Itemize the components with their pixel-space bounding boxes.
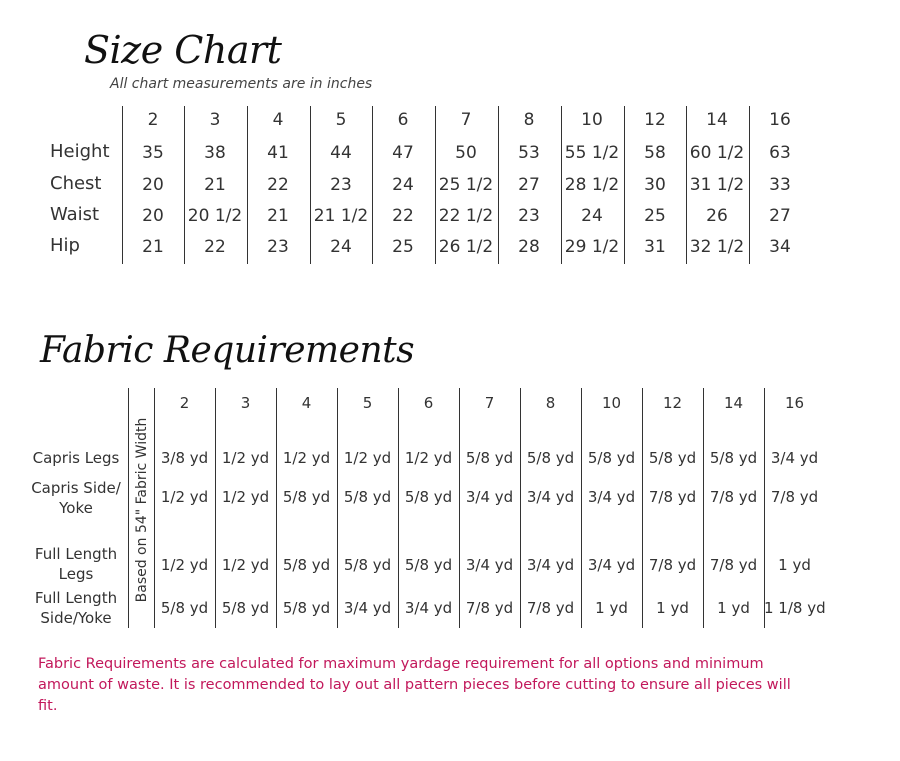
fabric-cell: 1/2 yd	[160, 556, 209, 574]
size-cell: 22 1/2	[438, 206, 494, 226]
size-cell: 22	[267, 175, 289, 195]
size-row-label: Waist	[50, 204, 100, 225]
size-header: 8	[523, 110, 535, 130]
size-cell: 25	[392, 237, 414, 257]
fabric-column-divider	[128, 388, 129, 628]
fabric-cell: 5/8 yd	[709, 449, 758, 467]
fabric-cell: 3/4 yd	[587, 556, 636, 574]
size-cell: 60 1/2	[689, 143, 745, 163]
fabric-column-divider	[154, 388, 155, 628]
fabric-cell: 1/2 yd	[221, 449, 270, 467]
fabric-requirements-title: Fabric Requirements	[40, 330, 415, 371]
size-cell: 38	[204, 143, 226, 163]
fabric-column-divider	[337, 388, 338, 628]
size-cell: 63	[769, 143, 791, 163]
size-cell: 50	[455, 143, 477, 163]
fabric-cell: 1/2 yd	[282, 449, 331, 467]
size-cell: 28	[518, 237, 540, 257]
size-cell: 25	[644, 206, 666, 226]
size-cell: 20	[142, 175, 164, 195]
fabric-cell: 3/8 yd	[160, 449, 209, 467]
size-cell: 27	[518, 175, 540, 195]
size-cell: 20	[142, 206, 164, 226]
size-cell: 23	[518, 206, 540, 226]
fabric-size-header: 10	[601, 394, 622, 412]
fabric-size-header: 14	[723, 394, 744, 412]
size-chart-note: All chart measurements are in inches	[110, 76, 373, 92]
size-header: 5	[335, 110, 347, 130]
fabric-cell: 3/4 yd	[770, 449, 819, 467]
fabric-cell: 1/2 yd	[221, 488, 270, 506]
fabric-cell: 1 yd	[717, 599, 750, 617]
size-header: 3	[209, 110, 221, 130]
fabric-cell: 3/4 yd	[526, 556, 575, 574]
size-cell: 47	[392, 143, 414, 163]
fabric-cell: 1/2 yd	[160, 488, 209, 506]
fabric-cell: 1/2 yd	[343, 449, 392, 467]
size-header: 4	[272, 110, 284, 130]
fabric-cell: 7/8 yd	[465, 599, 514, 617]
fabric-row-label: Capris Side/ Yoke	[31, 479, 121, 517]
size-cell: 24	[330, 237, 352, 257]
size-cell: 25 1/2	[438, 175, 494, 195]
size-cell: 20 1/2	[187, 206, 243, 226]
size-cell: 21	[204, 175, 226, 195]
fabric-cell: 5/8 yd	[526, 449, 575, 467]
fabric-cell: 5/8 yd	[587, 449, 636, 467]
fabric-width-label: Based on 54" Fabric Width	[134, 417, 150, 603]
size-header: 2	[147, 110, 159, 130]
fabric-column-divider	[398, 388, 399, 628]
size-header: 6	[397, 110, 409, 130]
size-cell: 29 1/2	[564, 237, 620, 257]
size-cell: 44	[330, 143, 352, 163]
size-cell: 26	[706, 206, 728, 226]
size-cell: 28 1/2	[564, 175, 620, 195]
fabric-size-header: 16	[784, 394, 805, 412]
fabric-size-header: 7	[484, 394, 495, 412]
size-header: 7	[460, 110, 472, 130]
fabric-cell: 5/8 yd	[282, 556, 331, 574]
size-header: 14	[706, 110, 728, 130]
size-cell: 35	[142, 143, 164, 163]
size-row-label: Hip	[50, 235, 80, 256]
size-cell: 26 1/2	[438, 237, 494, 257]
fabric-cell: 5/8 yd	[648, 449, 697, 467]
size-cell: 22	[392, 206, 414, 226]
fabric-cell: 5/8 yd	[404, 556, 453, 574]
fabric-size-header: 8	[545, 394, 556, 412]
fabric-column-divider	[581, 388, 582, 628]
fabric-cell: 5/8 yd	[160, 599, 209, 617]
size-cell: 31 1/2	[689, 175, 745, 195]
size-cell: 32 1/2	[689, 237, 745, 257]
fabric-cell: 7/8 yd	[648, 556, 697, 574]
fabric-size-header: 6	[423, 394, 434, 412]
size-cell: 41	[267, 143, 289, 163]
fabric-cell: 3/4 yd	[587, 488, 636, 506]
fabric-size-header: 5	[362, 394, 373, 412]
fabric-row-label: Capris Legs	[32, 449, 120, 467]
size-header: 12	[644, 110, 666, 130]
fabric-cell: 7/8 yd	[709, 556, 758, 574]
fabric-column-divider	[459, 388, 460, 628]
size-cell: 55 1/2	[564, 143, 620, 163]
size-row-label: Height	[50, 141, 110, 162]
fabric-size-header: 3	[240, 394, 251, 412]
size-cell: 23	[330, 175, 352, 195]
size-cell: 23	[267, 237, 289, 257]
fabric-column-divider	[642, 388, 643, 628]
fabric-cell: 3/4 yd	[465, 488, 514, 506]
size-header: 10	[581, 110, 603, 130]
fabric-column-divider	[520, 388, 521, 628]
fabric-size-header: 12	[662, 394, 683, 412]
fabric-cell: 5/8 yd	[343, 488, 392, 506]
size-cell: 31	[644, 237, 666, 257]
size-cell: 58	[644, 143, 666, 163]
size-cell: 21	[267, 206, 289, 226]
fabric-cell: 7/8 yd	[526, 599, 575, 617]
fabric-cell: 5/8 yd	[465, 449, 514, 467]
fabric-cell: 7/8 yd	[770, 488, 819, 506]
fabric-cell: 1/2 yd	[404, 449, 453, 467]
fabric-cell: 3/4 yd	[465, 556, 514, 574]
fabric-column-divider	[703, 388, 704, 628]
fabric-footnote: Fabric Requirements are calculated for maximum yardage requirement for all options and minimum amount of waste. It is recommended to lay out all pattern pieces before cutting to ensure all pieces will fit.	[38, 656, 791, 714]
fabric-row-label: Full Length Legs	[34, 545, 118, 583]
size-chart-title: Size Chart	[84, 28, 282, 72]
size-cell: 21	[142, 237, 164, 257]
size-cell: 22	[204, 237, 226, 257]
size-row-label: Chest	[50, 173, 102, 194]
fabric-cell: 1 yd	[595, 599, 628, 617]
fabric-cell: 3/4 yd	[343, 599, 392, 617]
fabric-cell: 5/8 yd	[282, 488, 331, 506]
fabric-column-divider	[276, 388, 277, 628]
fabric-cell: 5/8 yd	[282, 599, 331, 617]
fabric-cell: 5/8 yd	[404, 488, 453, 506]
size-cell: 21 1/2	[313, 206, 369, 226]
fabric-cell: 7/8 yd	[648, 488, 697, 506]
fabric-cell: 5/8 yd	[221, 599, 270, 617]
fabric-column-divider	[215, 388, 216, 628]
fabric-size-header: 4	[301, 394, 312, 412]
size-cell: 30	[644, 175, 666, 195]
fabric-row-label: Full Length Side/Yoke	[34, 589, 118, 627]
fabric-cell: 1/2 yd	[221, 556, 270, 574]
size-cell: 34	[769, 237, 791, 257]
fabric-size-header: 2	[179, 394, 190, 412]
size-cell: 53	[518, 143, 540, 163]
size-cell: 27	[769, 206, 791, 226]
fabric-cell: 5/8 yd	[343, 556, 392, 574]
fabric-cell: 1 yd	[778, 556, 811, 574]
fabric-cell: 3/4 yd	[526, 488, 575, 506]
fabric-cell: 1 yd	[656, 599, 689, 617]
fabric-column-divider	[764, 388, 765, 628]
fabric-cell: 1 1/8 yd	[764, 599, 826, 617]
size-cell: 24	[581, 206, 603, 226]
fabric-cell: 3/4 yd	[404, 599, 453, 617]
size-cell: 24	[392, 175, 414, 195]
size-cell: 33	[769, 175, 791, 195]
size-header: 16	[769, 110, 791, 130]
fabric-cell: 7/8 yd	[709, 488, 758, 506]
